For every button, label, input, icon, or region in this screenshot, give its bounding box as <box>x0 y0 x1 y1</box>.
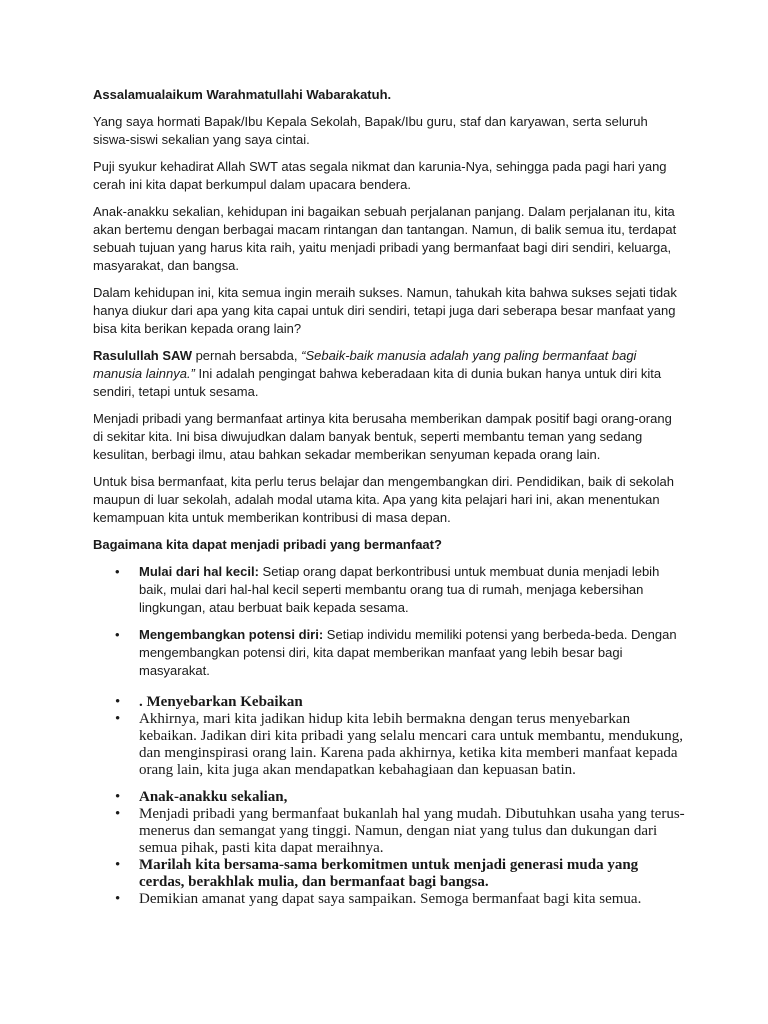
bullet-icon: • <box>115 711 121 727</box>
tips-list <box>93 563 685 680</box>
bullet-icon: • <box>115 789 121 805</box>
document-body <box>93 86 685 908</box>
list-item-text: Marilah kita bersama-sama berkomitmen untuk menjadi generasi muda yang cerdas, berakhlak mulia, dan bermanfaat bagi bangsa. <box>139 857 639 890</box>
paragraph-salutation: Yang saya hormati Bapak/Ibu Kepala Sekolah, Bapak/Ibu guru, staf dan karyawan, serta seluruh siswa-siswi sekalian yang saya cintai. <box>93 114 648 147</box>
bullet-icon: • <box>115 891 121 907</box>
closing-list <box>93 789 685 908</box>
list-item-text: Menjadi pribadi yang bermanfaat bukanlah hal yang mudah. Dibutuhkan usaha yang terus-menerus dan semangat yang tinggi. Namun, dengan niat yang tulus dan dukungan dari semua pihak, pasti kita dapat meraihnya. <box>139 806 685 856</box>
list-item <box>93 694 685 711</box>
paragraph-life-journey: Anak-anakku sekalian, kehidupan ini bagaikan sebuah perjalanan panjang. Dalam perjalanan itu, kita akan bertemu dengan berbagai macam rintangan dan tantangan. Namun, di balik semua itu, terdapat sebuah tujuan yang harus kita raih, yaitu menjadi pribadi yang bermanfaat bagi diri sendiri, keluarga, masyarakat, dan bangsa. <box>93 204 677 273</box>
bullet-icon: • <box>115 857 121 873</box>
paragraph-beneficial: Menjadi pribadi yang bermanfaat artinya kita berusaha memberikan dampak positif bagi orang-orang di sekitar kita. Ini bisa diwujudkan dalam banyak bentuk, seperti membantu teman yang sedang kesulitan, berbagi ilmu, atau bahkan sekadar memberikan senyuman kepada orang lain. <box>93 411 672 462</box>
list-item-title: Mengembangkan potensi diri: <box>139 627 324 642</box>
hadith-followup: Ini adalah pengingat bahwa keberadaan kita di dunia bukan hanya untuk diri kita sendiri, tetapi untuk sesama. <box>93 366 662 399</box>
list-item-text: Akhirnya, mari kita jadikan hidup kita lebih bermakna dengan terus menyebarkan kebaikan. Jadikan diri kita pribadi yang selalu mencari cara untuk membantu, mendukung, dan menginspirasi orang lain. Karena pada akhirnya, ketika kita memberi manfaat kepada orang lain, kita juga akan mendapatkan kebahagiaan dan kepuasan batin. <box>139 711 683 778</box>
paragraph-hadith <box>93 347 685 401</box>
bullet-icon: • <box>115 694 121 710</box>
list-item-text: Anak-anakku sekalian, <box>139 789 288 805</box>
bullet-icon: • <box>115 627 120 642</box>
list-item-text: Demikian amanat yang dapat saya sampaikan. Semoga bermanfaat bagi kita semua. <box>139 891 642 907</box>
list-item <box>93 711 685 779</box>
list-item <box>93 857 685 891</box>
kindness-list <box>93 694 685 779</box>
hadith-intro: pernah bersabda, <box>191 348 302 363</box>
bullet-icon: • <box>115 806 121 822</box>
spacer <box>93 779 685 789</box>
hadith-speaker: Rasulullah SAW <box>93 348 192 363</box>
list-item-text: . Menyebarkan Kebaikan <box>139 694 303 710</box>
list-item <box>93 563 685 617</box>
list-item <box>93 806 685 857</box>
list-item-title: Mulai dari hal kecil: <box>139 564 259 579</box>
greeting <box>93 86 685 104</box>
paragraph-learning: Untuk bisa bermanfaat, kita perlu terus belajar dan mengembangkan diri. Pendidikan, baik di sekolah maupun di luar sekolah, adalah modal utama kita. Apa yang kita pelajari hari ini, akan menentukan kemampuan kita untuk memberikan kontribusi di masa depan. <box>93 474 675 525</box>
list-item <box>93 891 685 908</box>
question-heading <box>93 536 685 554</box>
bullet-icon: • <box>115 564 120 579</box>
paragraph-gratitude: Puji syukur kehadirat Allah SWT atas segala nikmat dan karunia-Nya, sehingga pada pagi hari yang cerah ini kita dapat berkumpul dalam upacara bendera. <box>93 159 667 192</box>
question-text: Bagaimana kita dapat menjadi pribadi yang bermanfaat? <box>93 537 442 552</box>
list-item <box>93 789 685 806</box>
hadith-quote: “Sebaik-baik manusia adalah yang paling bermanfaat bagi manusia lainnya.” <box>93 348 637 381</box>
list-item-text: Setiap orang dapat berkontribusi untuk membuat dunia menjadi lebih baik, mulai dari hal-hal kecil seperti membantu orang tua di rumah, menjaga kebersihan lingkungan, atau berbuat baik kepada sesama. <box>139 564 660 615</box>
list-item <box>93 626 685 680</box>
paragraph-success: Dalam kehidupan ini, kita semua ingin meraih sukses. Namun, tahukah kita bahwa sukses sejati tidak hanya diukur dari apa yang kita capai untuk diri sendiri, tetapi juga dari seberapa besar manfaat yang bisa kita berikan kepada orang lain? <box>93 285 677 336</box>
greeting-text: Assalamualaikum Warahmatullahi Wabarakatuh. <box>93 87 392 102</box>
list-item-text: Setiap individu memiliki potensi yang berbeda-beda. Dengan mengembangkan potensi diri, kita dapat memberikan manfaat yang lebih besar bagi masyarakat. <box>139 627 677 678</box>
